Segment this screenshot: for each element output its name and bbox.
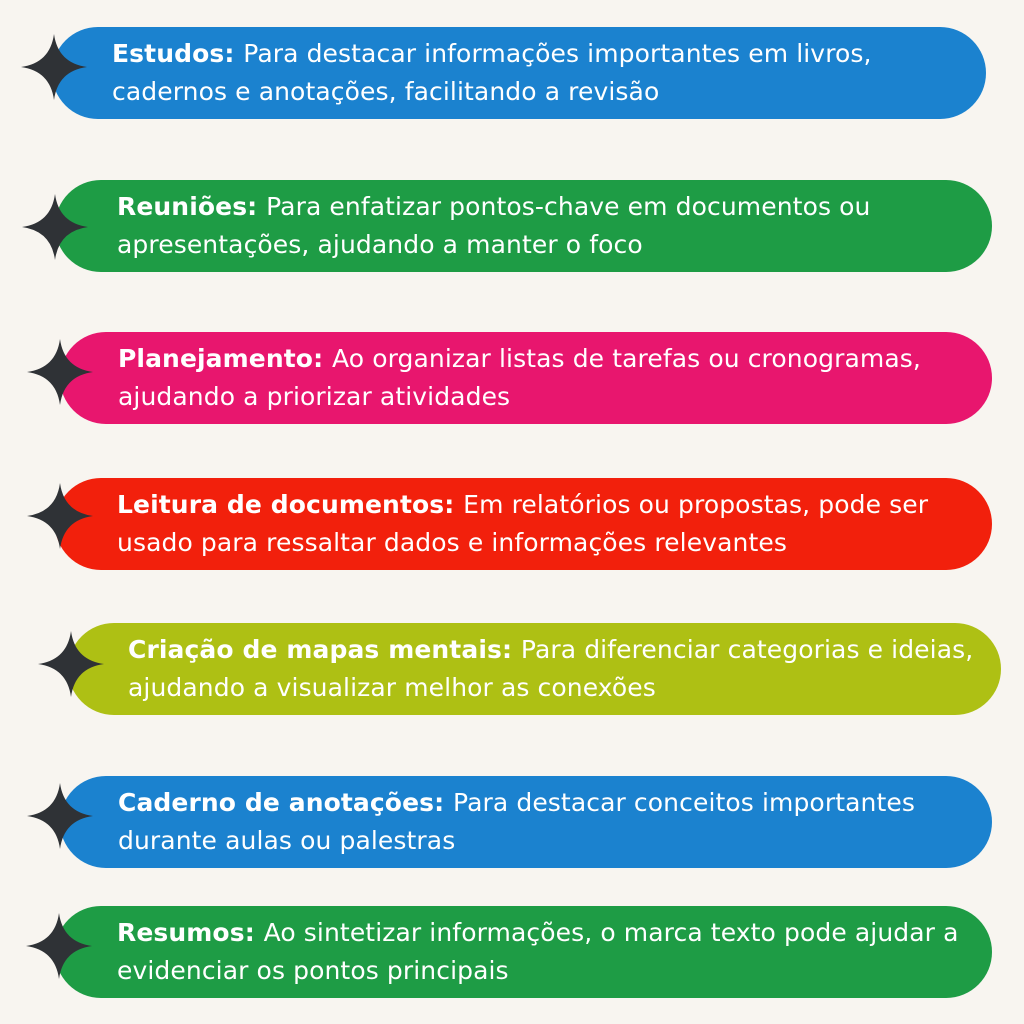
- item-title: Reuniões:: [117, 192, 267, 221]
- sparkle-star-icon: [27, 339, 93, 405]
- item-pill: [60, 776, 992, 868]
- item-pill: [55, 478, 992, 570]
- item-title: Criação de mapas mentais:: [128, 635, 521, 664]
- item-text: [112, 35, 962, 111]
- item-pill: [52, 27, 986, 119]
- item-title: Estudos:: [112, 39, 244, 68]
- item-title: Caderno de anotações:: [118, 788, 454, 817]
- item-text: [117, 486, 968, 562]
- item-title: Resumos:: [117, 918, 264, 947]
- sparkle-star-icon: [27, 483, 93, 549]
- item-text: [128, 631, 977, 707]
- sparkle-star-icon: [38, 631, 104, 697]
- item-description: Ao sintetizar informações, o marca texto pode ajudar a evidenciar os pontos principais: [117, 918, 959, 985]
- item-pill: [68, 623, 1001, 715]
- item-description: Para enfatizar pontos-chave em documentos ou apresentações, ajudando a manter o foco: [117, 192, 871, 259]
- item-description: Para diferenciar categorias e ideias, ajudando a visualizar melhor as conexões: [128, 635, 974, 702]
- item-pill: [55, 906, 992, 998]
- sparkle-star-icon: [26, 913, 92, 979]
- sparkle-star-icon: [21, 34, 87, 100]
- item-title: Planejamento:: [118, 344, 332, 373]
- sparkle-star-icon: [27, 783, 93, 849]
- item-description: Ao organizar listas de tarefas ou cronogramas, ajudando a priorizar atividades: [118, 344, 921, 411]
- item-pill: [55, 180, 992, 272]
- item-text: [118, 784, 968, 860]
- sparkle-star-icon: [22, 194, 88, 260]
- item-text: [118, 340, 968, 416]
- item-pill: [60, 332, 992, 424]
- item-title: Leitura de documentos:: [117, 490, 464, 519]
- item-description: Para destacar conceitos importantes durante aulas ou palestras: [118, 788, 915, 855]
- item-text: [117, 914, 968, 990]
- item-description: Para destacar informações importantes em livros, cadernos e anotações, facilitando a revisão: [112, 39, 872, 106]
- item-text: [117, 188, 968, 264]
- item-description: Em relatórios ou propostas, pode ser usado para ressaltar dados e informações relevantes: [117, 490, 929, 557]
